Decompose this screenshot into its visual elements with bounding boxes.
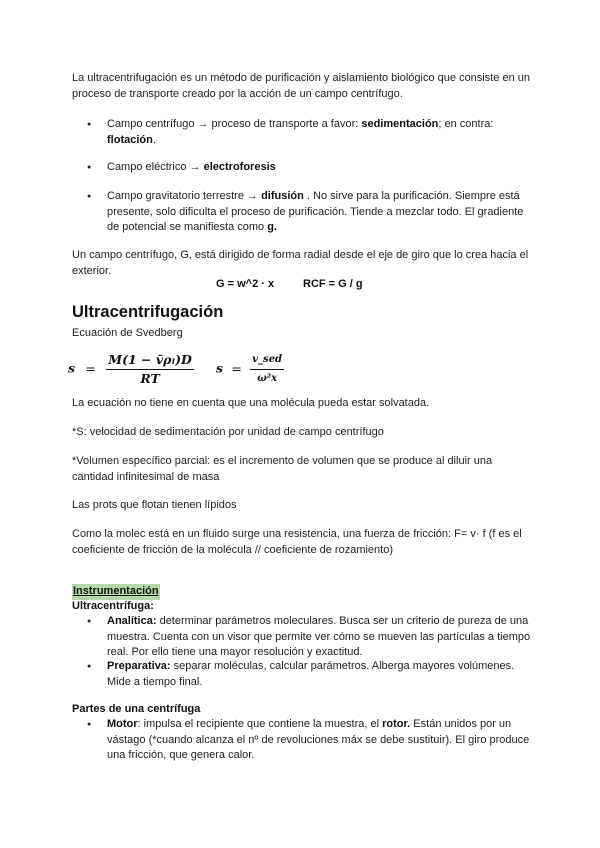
- equation-g: G = w^2 · x: [216, 278, 275, 290]
- bullet-bold: g.: [267, 221, 277, 234]
- note-lipids: Las prots que flotan tienen lípidos: [72, 499, 237, 511]
- intro-paragraph: La ultracentrifugación es un método de purificación y aislamiento biológico que consiste en un proceso de transporte creado por la acción de un campo centrífugo.: [72, 72, 531, 100]
- instrumentation-heading: Instrumentación: [72, 584, 160, 600]
- bullet-text: . No sirve para la purificación. Siempre está presente, solo dificulta el proceso de purificación. Tiende a mezclar todo. El gradiente de potencial se manifiesta como: [107, 190, 524, 234]
- bullet-electric-field: [107, 160, 532, 176]
- formula-numerator: v_sed: [250, 352, 284, 370]
- bullet-bold: Motor: [107, 718, 138, 730]
- equation-rcf: RCF = G / g: [303, 278, 363, 290]
- formula-lhs: s: [68, 360, 76, 376]
- bullet-text: Están unidos por un vástago (*cuando alcanza el nº de revoluciones máx se debe sustituir). El giro produce una fricción, que genera calor.: [107, 718, 530, 762]
- bullet-gravitational-field: [107, 189, 532, 236]
- bullet-bold: flotación: [107, 133, 153, 146]
- formula-fraction: [250, 352, 284, 386]
- ultracentrifuge-heading: Ultracentrífuga:: [72, 600, 154, 612]
- svedberg-formula: [68, 352, 194, 386]
- parts-heading: Partes de una centrífuga: [72, 703, 201, 715]
- formula-denominator: RT: [140, 370, 160, 386]
- formula-numerator: M(1 − v̄ρₗ)D: [106, 352, 194, 370]
- velocity-formula: [216, 352, 284, 386]
- bullet-text: .: [152, 133, 156, 146]
- bullet-bold: sedimentación: [361, 118, 439, 130]
- formula-op: =: [85, 360, 96, 376]
- bullet-bold: Preparativa:: [107, 660, 171, 672]
- bullet-bold: Analítica:: [107, 615, 157, 627]
- note-sedimentation: *S: velocidad de sedimentación por unidad de campo centrífugo: [72, 426, 384, 438]
- bullet-analytical: [107, 614, 532, 661]
- formula-op: =: [231, 360, 242, 376]
- section-title: Ultracentrifugación: [72, 303, 224, 321]
- bullet-bold: rotor.: [382, 718, 411, 730]
- bullet-centrifugal-field: [107, 117, 532, 148]
- note-solvation: La ecuación no tiene en cuenta que una molécula pueda estar solvatada.: [72, 397, 430, 409]
- bullet-bold: electroforesis: [203, 161, 276, 173]
- bullet-text: Campo eléctrico →: [107, 161, 204, 173]
- bullet-text: ; en contra:: [438, 118, 494, 130]
- field-paragraph: Un campo centrífugo, G, está dirigido de forma radial desde el eje de giro que lo crea hacia el exterior.: [72, 249, 529, 277]
- bullet-preparative: [107, 659, 532, 690]
- formula-denominator: ω²x: [257, 372, 278, 384]
- bullet-text: : impulsa el recipiente que contiene la muestra, el: [137, 718, 383, 730]
- note-friction: Como la molec está en un fluido surge una resistencia, una fuerza de fricción: F= v· f (f es el coeficiente de fricción de la molécula // coeficiente de rozamiento): [72, 528, 522, 556]
- bullet-bold: difusión: [261, 190, 304, 202]
- formula-fraction: [106, 352, 194, 386]
- formula-lhs: s: [216, 360, 224, 376]
- bullet-text: separar moléculas, calcular parámetros. Alberga mayores volúmenes. Mide a tiempo final.: [107, 660, 515, 688]
- svedberg-label: Ecuación de Svedberg: [72, 327, 183, 339]
- bullet-text: determinar parámetros moleculares. Busca ser un criterio de pureza de una muestra. Cuenta con un visor que permite ver cómo se mueven las partículas a tiempo real. Por ello tiene una mayor resolución y exactitud.: [107, 615, 531, 659]
- bullet-text: Campo gravitatorio terrestre →: [107, 190, 262, 202]
- note-specific-volume: *Volumen específico parcial: es el incremento de volumen que se produce al diluir una cantidad infinitesimal de masa: [72, 455, 493, 483]
- bullet-motor: [107, 717, 532, 764]
- bullet-text: Campo centrífugo → proceso de transporte a favor:: [107, 118, 362, 130]
